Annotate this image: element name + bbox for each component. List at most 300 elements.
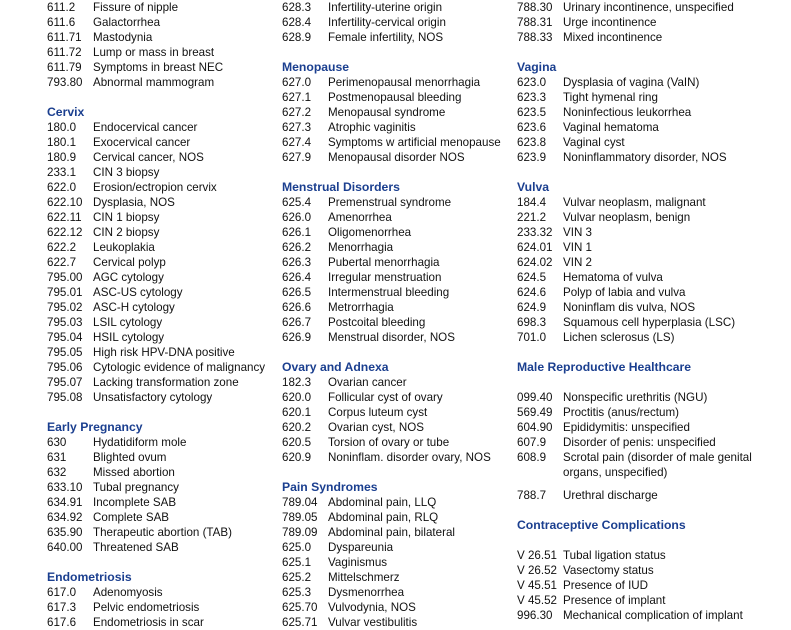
- diagnosis-code: 233.1: [47, 166, 77, 179]
- diagnosis-code: 622.12: [47, 226, 83, 239]
- diagnosis-description: Disorder of penis: unspecified: [563, 436, 716, 449]
- diagnosis-code: 611.2: [47, 1, 76, 14]
- diagnosis-code: 698.3: [517, 316, 547, 329]
- diagnosis-description: Erosion/ectropion cervix: [93, 181, 217, 194]
- code-row: [517, 135, 787, 150]
- diagnosis-code: 623.0: [517, 76, 547, 89]
- diagnosis-description: Incomplete SAB: [93, 496, 177, 509]
- vulva-code-list: [517, 195, 787, 345]
- male-code-list: [517, 390, 787, 480]
- code-row: [282, 435, 510, 450]
- diagnosis-description: Adenomyosis: [93, 586, 163, 599]
- diagnosis-code: 625.70: [282, 601, 318, 614]
- diagnosis-code: 793.80: [47, 76, 83, 89]
- diagnosis-code: 635.90: [47, 526, 83, 539]
- diagnosis-code: 627.3: [282, 121, 312, 134]
- contraceptive-code-list: [517, 548, 787, 623]
- diagnosis-code: 623.9: [517, 151, 547, 164]
- diagnosis-code: 569.49: [517, 406, 553, 419]
- diagnosis-code: 626.2: [282, 241, 312, 254]
- diagnosis-description: Therapeutic abortion (TAB): [93, 526, 232, 539]
- diagnosis-description: Leukoplakia: [93, 241, 155, 254]
- code-row: [47, 195, 275, 210]
- diagnosis-code: 625.3: [282, 586, 312, 599]
- diagnosis-description: Tubal ligation status: [563, 549, 666, 562]
- section-heading-vulva: Vulva: [517, 180, 550, 194]
- code-row: [282, 150, 510, 165]
- diagnosis-code: 623.8: [517, 136, 547, 149]
- diagnosis-code: 180.9: [47, 151, 77, 164]
- section-heading-contraceptive: Contraceptive Complications: [517, 518, 686, 532]
- diagnosis-code: 795.08: [47, 391, 83, 404]
- diagnosis-code: 233.32: [517, 226, 553, 239]
- endometriosis-code-list: [47, 585, 275, 630]
- code-row: [517, 435, 787, 450]
- diagnosis-description: Amenorrhea: [328, 211, 392, 224]
- code-row: [282, 390, 510, 405]
- code-row: [282, 30, 510, 45]
- diagnosis-code: 623.6: [517, 121, 547, 134]
- section-heading-early-pregnancy: Early Pregnancy: [47, 420, 143, 434]
- diagnosis-code: 617.6: [47, 616, 77, 629]
- code-row: [282, 600, 510, 615]
- code-row: [47, 270, 275, 285]
- diagnosis-description: Abnormal mammogram: [93, 76, 215, 89]
- diagnosis-code: 626.0: [282, 211, 312, 224]
- code-row: [517, 105, 787, 120]
- diagnosis-code: 788.33: [517, 31, 553, 44]
- code-row: [517, 255, 787, 270]
- diagnosis-code: 608.9: [517, 451, 547, 464]
- diagnosis-description: ASC-US cytology: [93, 286, 183, 299]
- code-row: [282, 420, 510, 435]
- diagnosis-code: V 45.52: [517, 594, 557, 607]
- diagnosis-code: 622.11: [47, 211, 82, 224]
- code-row: [282, 255, 510, 270]
- diagnosis-code: 620.1: [282, 406, 312, 419]
- code-row: [517, 225, 787, 240]
- diagnosis-description: Mixed incontinence: [563, 31, 663, 44]
- diagnosis-code: 620.9: [282, 451, 312, 464]
- section-heading-pain-syndromes: Pain Syndromes: [282, 480, 378, 494]
- diagnosis-code: 624.9: [517, 301, 547, 314]
- diagnosis-code: 788.7: [517, 489, 547, 502]
- code-row: [517, 15, 787, 30]
- diagnosis-code: V 26.52: [517, 564, 557, 577]
- diagnosis-code: 611.6: [47, 16, 76, 29]
- diagnosis-description: Dysplasia of vagina (VaIN): [563, 76, 700, 89]
- diagnosis-description: Female infertility, NOS: [328, 31, 444, 44]
- diagnosis-code: 626.3: [282, 256, 312, 269]
- diagnosis-description: Infertility-cervical origin: [328, 16, 446, 29]
- diagnosis-description: Nonspecific urethritis (NGU): [563, 391, 708, 404]
- diagnosis-description: Dysmenorrhea: [328, 586, 405, 599]
- diagnosis-description: Mastodynia: [93, 31, 153, 44]
- breast-code-list: [47, 0, 275, 90]
- code-row: [47, 60, 275, 75]
- diagnosis-code: 626.7: [282, 316, 312, 329]
- diagnosis-description: Polyp of labia and vulva: [563, 286, 686, 299]
- code-row: [282, 240, 510, 255]
- diagnosis-description: Cervical cancer, NOS: [93, 151, 204, 164]
- diagnosis-description: Menopausal disorder NOS: [328, 151, 465, 164]
- code-row: [47, 135, 275, 150]
- diagnosis-description: Vulvar vestibulitis: [328, 616, 418, 629]
- code-row: [47, 600, 275, 615]
- diagnosis-description: Fissure of nipple: [93, 1, 179, 14]
- code-row: [517, 563, 787, 578]
- code-row: [47, 0, 275, 15]
- code-row: [47, 435, 275, 450]
- diagnosis-description: Vaginismus: [328, 556, 388, 569]
- code-row: [282, 615, 510, 630]
- section-heading-endometriosis: Endometriosis: [47, 570, 132, 584]
- diagnosis-description: Squamous cell hyperplasia (LSC): [563, 316, 736, 329]
- diagnosis-code: 611.71: [47, 31, 82, 44]
- pain-code-list: [282, 495, 510, 630]
- diagnosis-description: Exocervical cancer: [93, 136, 191, 149]
- code-row: [517, 548, 787, 563]
- code-row: [282, 225, 510, 240]
- diagnosis-description: Noninfectious leukorrhea: [563, 106, 692, 119]
- diagnosis-description: Urethral discharge: [563, 489, 658, 502]
- diagnosis-code: 627.9: [282, 151, 312, 164]
- section-heading-menopause: Menopause: [282, 60, 350, 74]
- menopause-code-list: [282, 75, 510, 165]
- diagnosis-description: Hematoma of vulva: [563, 271, 663, 284]
- diagnosis-code: 626.5: [282, 286, 312, 299]
- diagnosis-code: 617.3: [47, 601, 77, 614]
- diagnosis-description: LSIL cytology: [93, 316, 163, 329]
- code-row: [47, 225, 275, 240]
- diagnosis-description: Endocervical cancer: [93, 121, 198, 134]
- diagnosis-code: 625.1: [282, 556, 312, 569]
- diagnosis-description: Irregular menstruation: [328, 271, 442, 284]
- code-row: [282, 90, 510, 105]
- diagnosis-code: 607.9: [517, 436, 547, 449]
- diagnosis-description: Intermenstrual bleeding: [328, 286, 450, 299]
- diagnosis-description: VIN 1: [563, 241, 592, 254]
- code-row: [517, 120, 787, 135]
- code-row: [282, 270, 510, 285]
- diagnosis-description: HSIL cytology: [93, 331, 165, 344]
- code-row: [47, 525, 275, 540]
- code-row: [47, 480, 275, 495]
- diagnosis-code: 182.3: [282, 376, 312, 389]
- code-row: [517, 405, 787, 420]
- diagnosis-description: Presence of implant: [563, 594, 666, 607]
- menstrual-code-list: [282, 195, 510, 345]
- diagnosis-code: 624.6: [517, 286, 547, 299]
- diagnosis-code: 701.0: [517, 331, 547, 344]
- diagnosis-code: 788.30: [517, 1, 553, 14]
- code-row: [282, 285, 510, 300]
- code-row: [282, 0, 510, 15]
- code-row: [47, 465, 275, 480]
- diagnosis-description: Tight hymenal ring: [563, 91, 658, 104]
- diagnosis-code: 795.02: [47, 301, 83, 314]
- diagnosis-code: 795.05: [47, 346, 83, 359]
- code-row: [282, 525, 510, 540]
- diagnosis-description: Vaginal hematoma: [563, 121, 659, 134]
- diagnosis-description: Menorrhagia: [328, 241, 394, 254]
- diagnosis-description: Symptoms in breast NEC: [93, 61, 224, 74]
- code-row: [47, 360, 275, 375]
- code-row: [517, 195, 787, 210]
- code-row: [282, 135, 510, 150]
- diagnosis-code: 640.00: [47, 541, 83, 554]
- diagnosis-description: Abdominal pain, RLQ: [328, 511, 439, 524]
- diagnosis-code: 788.31: [517, 16, 553, 29]
- diagnosis-description: Scrotal pain (disorder of male genital organs, unspecified): [563, 451, 752, 479]
- diagnosis-description: Torsion of ovary or tube: [328, 436, 450, 449]
- diagnosis-code: 626.4: [282, 271, 312, 284]
- code-row: [517, 420, 787, 435]
- code-row: [282, 15, 510, 30]
- column-2: [282, 0, 510, 630]
- diagnosis-code: 632: [47, 466, 67, 479]
- diagnosis-code: 795.03: [47, 316, 83, 329]
- ovary-code-list: [282, 375, 510, 465]
- code-row: [47, 75, 275, 90]
- diagnosis-description: Ovarian cancer: [328, 376, 407, 389]
- diagnosis-description: Corpus luteum cyst: [328, 406, 428, 419]
- diagnosis-code: V 45.51: [517, 579, 557, 592]
- diagnosis-code: 611.79: [47, 61, 82, 74]
- code-row: [517, 210, 787, 225]
- male-code-list-tail: [517, 488, 787, 503]
- code-row: [517, 450, 787, 480]
- diagnosis-code: 221.2: [517, 211, 547, 224]
- diagnosis-code: 631: [47, 451, 67, 464]
- diagnosis-description: Dyspareunia: [328, 541, 394, 554]
- column-1: [47, 0, 275, 630]
- diagnosis-code: 627.0: [282, 76, 312, 89]
- diagnosis-code: 627.2: [282, 106, 312, 119]
- diagnosis-code: 625.2: [282, 571, 312, 584]
- diagnosis-code: 789.09: [282, 526, 318, 539]
- code-row: [282, 510, 510, 525]
- diagnosis-code: 623.5: [517, 106, 547, 119]
- diagnosis-description: Proctitis (anus/rectum): [563, 406, 679, 419]
- code-row: [47, 540, 275, 555]
- diagnosis-description: Infertility-uterine origin: [328, 1, 443, 14]
- code-row: [517, 300, 787, 315]
- code-row: [517, 578, 787, 593]
- code-row: [47, 210, 275, 225]
- diagnosis-code: 795.00: [47, 271, 83, 284]
- diagnosis-code: 628.9: [282, 31, 312, 44]
- diagnosis-description: Unsatisfactory cytology: [93, 391, 213, 404]
- section-heading-menstrual-disorders: Menstrual Disorders: [282, 180, 400, 194]
- diagnosis-description: Postcoital bleeding: [328, 316, 426, 329]
- diagnosis-code: 625.4: [282, 196, 312, 209]
- code-row: [517, 315, 787, 330]
- diagnosis-description: Metrorrhagia: [328, 301, 394, 314]
- code-row: [47, 585, 275, 600]
- diagnosis-description: Complete SAB: [93, 511, 170, 524]
- diagnosis-description: Follicular cyst of ovary: [328, 391, 443, 404]
- diagnosis-code: 996.30: [517, 609, 553, 622]
- code-row: [47, 345, 275, 360]
- code-row: [517, 330, 787, 345]
- code-row: [47, 165, 275, 180]
- diagnosis-code: 620.0: [282, 391, 312, 404]
- diagnosis-code: 617.0: [47, 586, 77, 599]
- diagnosis-description: Lump or mass in breast: [93, 46, 215, 59]
- diagnosis-description: Mechanical complication of implant: [563, 609, 743, 622]
- code-row: [282, 195, 510, 210]
- code-row: [47, 495, 275, 510]
- code-row: [517, 0, 787, 15]
- diagnosis-code: 611.72: [47, 46, 82, 59]
- code-row: [47, 615, 275, 630]
- diagnosis-description: Perimenopausal menorrhagia: [328, 76, 481, 89]
- code-row: [517, 90, 787, 105]
- diagnosis-code: 622.7: [47, 256, 77, 269]
- diagnosis-description: Urinary incontinence, unspecified: [563, 1, 734, 14]
- code-row: [517, 240, 787, 255]
- diagnosis-code: 626.1: [282, 226, 312, 239]
- diagnosis-code: 625.71: [282, 616, 318, 629]
- code-row: [47, 285, 275, 300]
- diagnosis-description: Menstrual disorder, NOS: [328, 331, 455, 344]
- diagnosis-code: 633.10: [47, 481, 83, 494]
- diagnosis-code: 795.06: [47, 361, 83, 374]
- code-row: [517, 285, 787, 300]
- diagnosis-description: Vulvar neoplasm, malignant: [563, 196, 706, 209]
- code-row: [47, 240, 275, 255]
- diagnosis-description: ASC-H cytology: [93, 301, 175, 314]
- diagnosis-description: High risk HPV-DNA positive: [93, 346, 235, 359]
- code-row: [282, 330, 510, 345]
- diagnosis-code: 604.90: [517, 421, 553, 434]
- vagina-code-list: [517, 75, 787, 165]
- diagnosis-description: CIN 2 biopsy: [93, 226, 160, 239]
- diagnosis-code: 620.2: [282, 421, 312, 434]
- diagnosis-code: 623.3: [517, 91, 547, 104]
- diagnosis-description: Vaginal cyst: [563, 136, 625, 149]
- code-row: [47, 255, 275, 270]
- diagnosis-code: 789.04: [282, 496, 318, 509]
- diagnosis-description: CIN 1 biopsy: [93, 211, 160, 224]
- diagnosis-description: Tubal pregnancy: [93, 481, 179, 494]
- diagnosis-description: Lacking transformation zone: [93, 376, 239, 389]
- diagnosis-description: Noninflammatory disorder, NOS: [563, 151, 727, 164]
- diagnosis-code: 789.05: [282, 511, 318, 524]
- code-row: [282, 300, 510, 315]
- diagnosis-description: Vulvar neoplasm, benign: [563, 211, 691, 224]
- diagnosis-description: Lichen sclerosus (LS): [563, 331, 675, 344]
- code-row: [517, 608, 787, 623]
- code-row: [517, 593, 787, 608]
- incontinence-code-list: [517, 0, 787, 45]
- diagnosis-description: Presence of IUD: [563, 579, 649, 592]
- code-row: [282, 570, 510, 585]
- code-row: [517, 270, 787, 285]
- diagnosis-description: Mittelschmerz: [328, 571, 400, 584]
- diagnosis-code: 795.01: [47, 286, 83, 299]
- diagnosis-code: 620.5: [282, 436, 312, 449]
- diagnosis-description: Pelvic endometriosis: [93, 601, 200, 614]
- diagnosis-code: 626.9: [282, 331, 312, 344]
- code-row: [282, 105, 510, 120]
- diagnosis-description: Missed abortion: [93, 466, 175, 479]
- early-pregnancy-code-list: [47, 435, 275, 555]
- diagnosis-description: VIN 3: [563, 226, 592, 239]
- diagnosis-code: V 26.51: [517, 549, 557, 562]
- diagnosis-description: Oligomenorrhea: [328, 226, 412, 239]
- diagnosis-code: 624.01: [517, 241, 553, 254]
- diagnosis-description: Endometriosis in scar: [93, 616, 204, 629]
- code-row: [282, 405, 510, 420]
- diagnosis-code: 795.07: [47, 376, 83, 389]
- code-row: [282, 555, 510, 570]
- code-row: [47, 30, 275, 45]
- diagnosis-code: 624.02: [517, 256, 553, 269]
- code-row: [282, 375, 510, 390]
- code-row: [282, 75, 510, 90]
- diagnosis-description: Threatened SAB: [93, 541, 179, 554]
- code-row: [517, 150, 787, 165]
- code-row: [517, 390, 787, 405]
- diagnosis-description: Menopausal syndrome: [328, 106, 446, 119]
- diagnosis-description: Dysplasia, NOS: [93, 196, 175, 209]
- diagnosis-description: Premenstrual syndrome: [328, 196, 452, 209]
- code-row: [47, 375, 275, 390]
- diagnosis-code: 634.91: [47, 496, 83, 509]
- diagnosis-description: Symptoms w artificial menopause: [328, 136, 501, 149]
- section-heading-ovary-adnexa: Ovary and Adnexa: [282, 360, 389, 374]
- code-row: [517, 488, 787, 503]
- code-row: [47, 45, 275, 60]
- diagnosis-description: Postmenopausal bleeding: [328, 91, 462, 104]
- code-row: [517, 30, 787, 45]
- code-row: [47, 330, 275, 345]
- diagnosis-description: Urge incontinence: [563, 16, 657, 29]
- diagnosis-code: 627.4: [282, 136, 312, 149]
- diagnosis-description: Hydatidiform mole: [93, 436, 187, 449]
- diagnosis-description: Galactorrhea: [93, 16, 161, 29]
- diagnosis-description: Atrophic vaginitis: [328, 121, 416, 134]
- section-heading-male-reproductive: Male Reproductive Healthcare: [517, 360, 692, 374]
- diagnosis-description: Blighted ovum: [93, 451, 167, 464]
- code-row: [47, 150, 275, 165]
- code-row: [282, 450, 510, 465]
- section-heading-vagina: Vagina: [517, 60, 557, 74]
- diagnosis-description: Epididymitis: unspecified: [563, 421, 690, 434]
- cervix-code-list: [47, 120, 275, 405]
- diagnosis-description: Abdominal pain, LLQ: [328, 496, 437, 509]
- diagnosis-code: 630: [47, 436, 67, 449]
- code-row: [47, 300, 275, 315]
- diagnosis-description: Noninflam. disorder ovary, NOS: [328, 451, 491, 464]
- diagnosis-description: Abdominal pain, bilateral: [328, 526, 455, 539]
- diagnosis-code: 622.2: [47, 241, 77, 254]
- code-row: [47, 510, 275, 525]
- code-row: [282, 495, 510, 510]
- code-row: [47, 180, 275, 195]
- diagnosis-description: AGC cytology: [93, 271, 164, 284]
- diagnosis-code: 627.1: [282, 91, 312, 104]
- diagnosis-code: 625.0: [282, 541, 312, 554]
- code-row: [282, 540, 510, 555]
- diagnosis-description: Ovarian cyst, NOS: [328, 421, 424, 434]
- diagnosis-code: 626.6: [282, 301, 312, 314]
- diagnosis-description: VIN 2: [563, 256, 592, 269]
- code-row: [517, 75, 787, 90]
- diagnosis-description: Pubertal menorrhagia: [328, 256, 440, 269]
